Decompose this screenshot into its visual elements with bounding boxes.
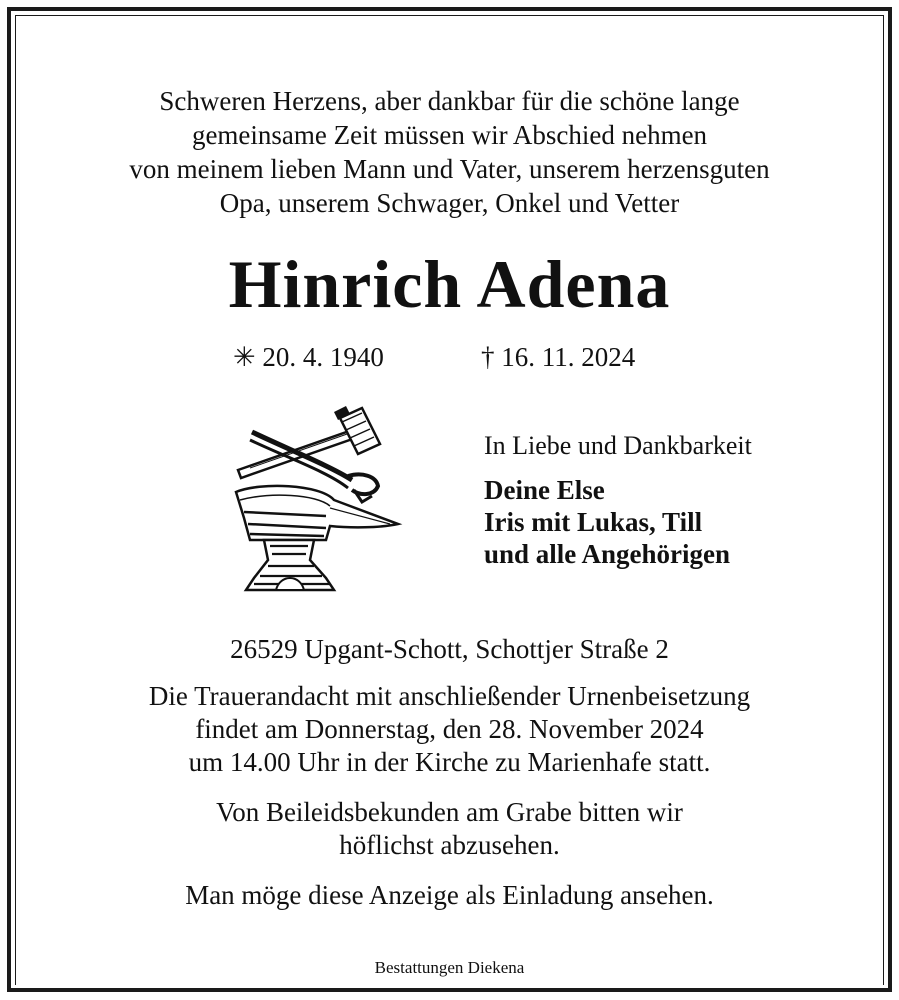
mourner-name: Iris mit Lukas, Till [484, 507, 703, 537]
condolence-line: Von Beileidsbekunden am Grabe bitten wir [216, 797, 683, 827]
deceased-name: Hinrich Adena [228, 246, 671, 322]
service-line: findet am Donnerstag, den 28. November 2024 [195, 714, 704, 744]
mourner-name: Deine Else [484, 475, 605, 505]
address: 26529 Upgant-Schott, Schottjer Straße 2 [230, 634, 669, 664]
anvil-hammer-tongs-icon [230, 400, 410, 600]
intro-line: Schweren Herzens, aber dankbar für die schöne lange [159, 86, 740, 116]
condolence-line: höflichst abzusehen. [339, 830, 560, 860]
invitation-note: Man möge diese Anzeige als Einladung ansehen. [185, 880, 714, 910]
intro-line: gemeinsame Zeit müssen wir Abschied nehmen [191, 120, 708, 150]
signoff-line: In Liebe und Dankbarkeit [484, 431, 752, 460]
birth-date: ✳ 20. 4. 1940 [233, 342, 384, 372]
mourner-name: und alle Angehörigen [484, 539, 731, 569]
death-date: † 16. 11. 2024 [481, 342, 636, 372]
service-line: um 14.00 Uhr in der Kirche zu Marienhafe statt. [188, 747, 711, 777]
service-details [0, 680, 899, 779]
intro-text [0, 84, 899, 220]
funeral-home-name: Bestattungen Diekena [361, 958, 539, 977]
footer-credit [0, 958, 899, 978]
service-line: Die Trauerandacht mit anschließender Urnenbeisetzung [148, 681, 751, 711]
signoff-block [484, 430, 752, 570]
condolence-note [0, 796, 899, 862]
intro-line: von meinem lieben Mann und Vater, unserem herzensguten [129, 154, 770, 184]
intro-line: Opa, unserem Schwager, Onkel und Vetter [219, 188, 680, 218]
